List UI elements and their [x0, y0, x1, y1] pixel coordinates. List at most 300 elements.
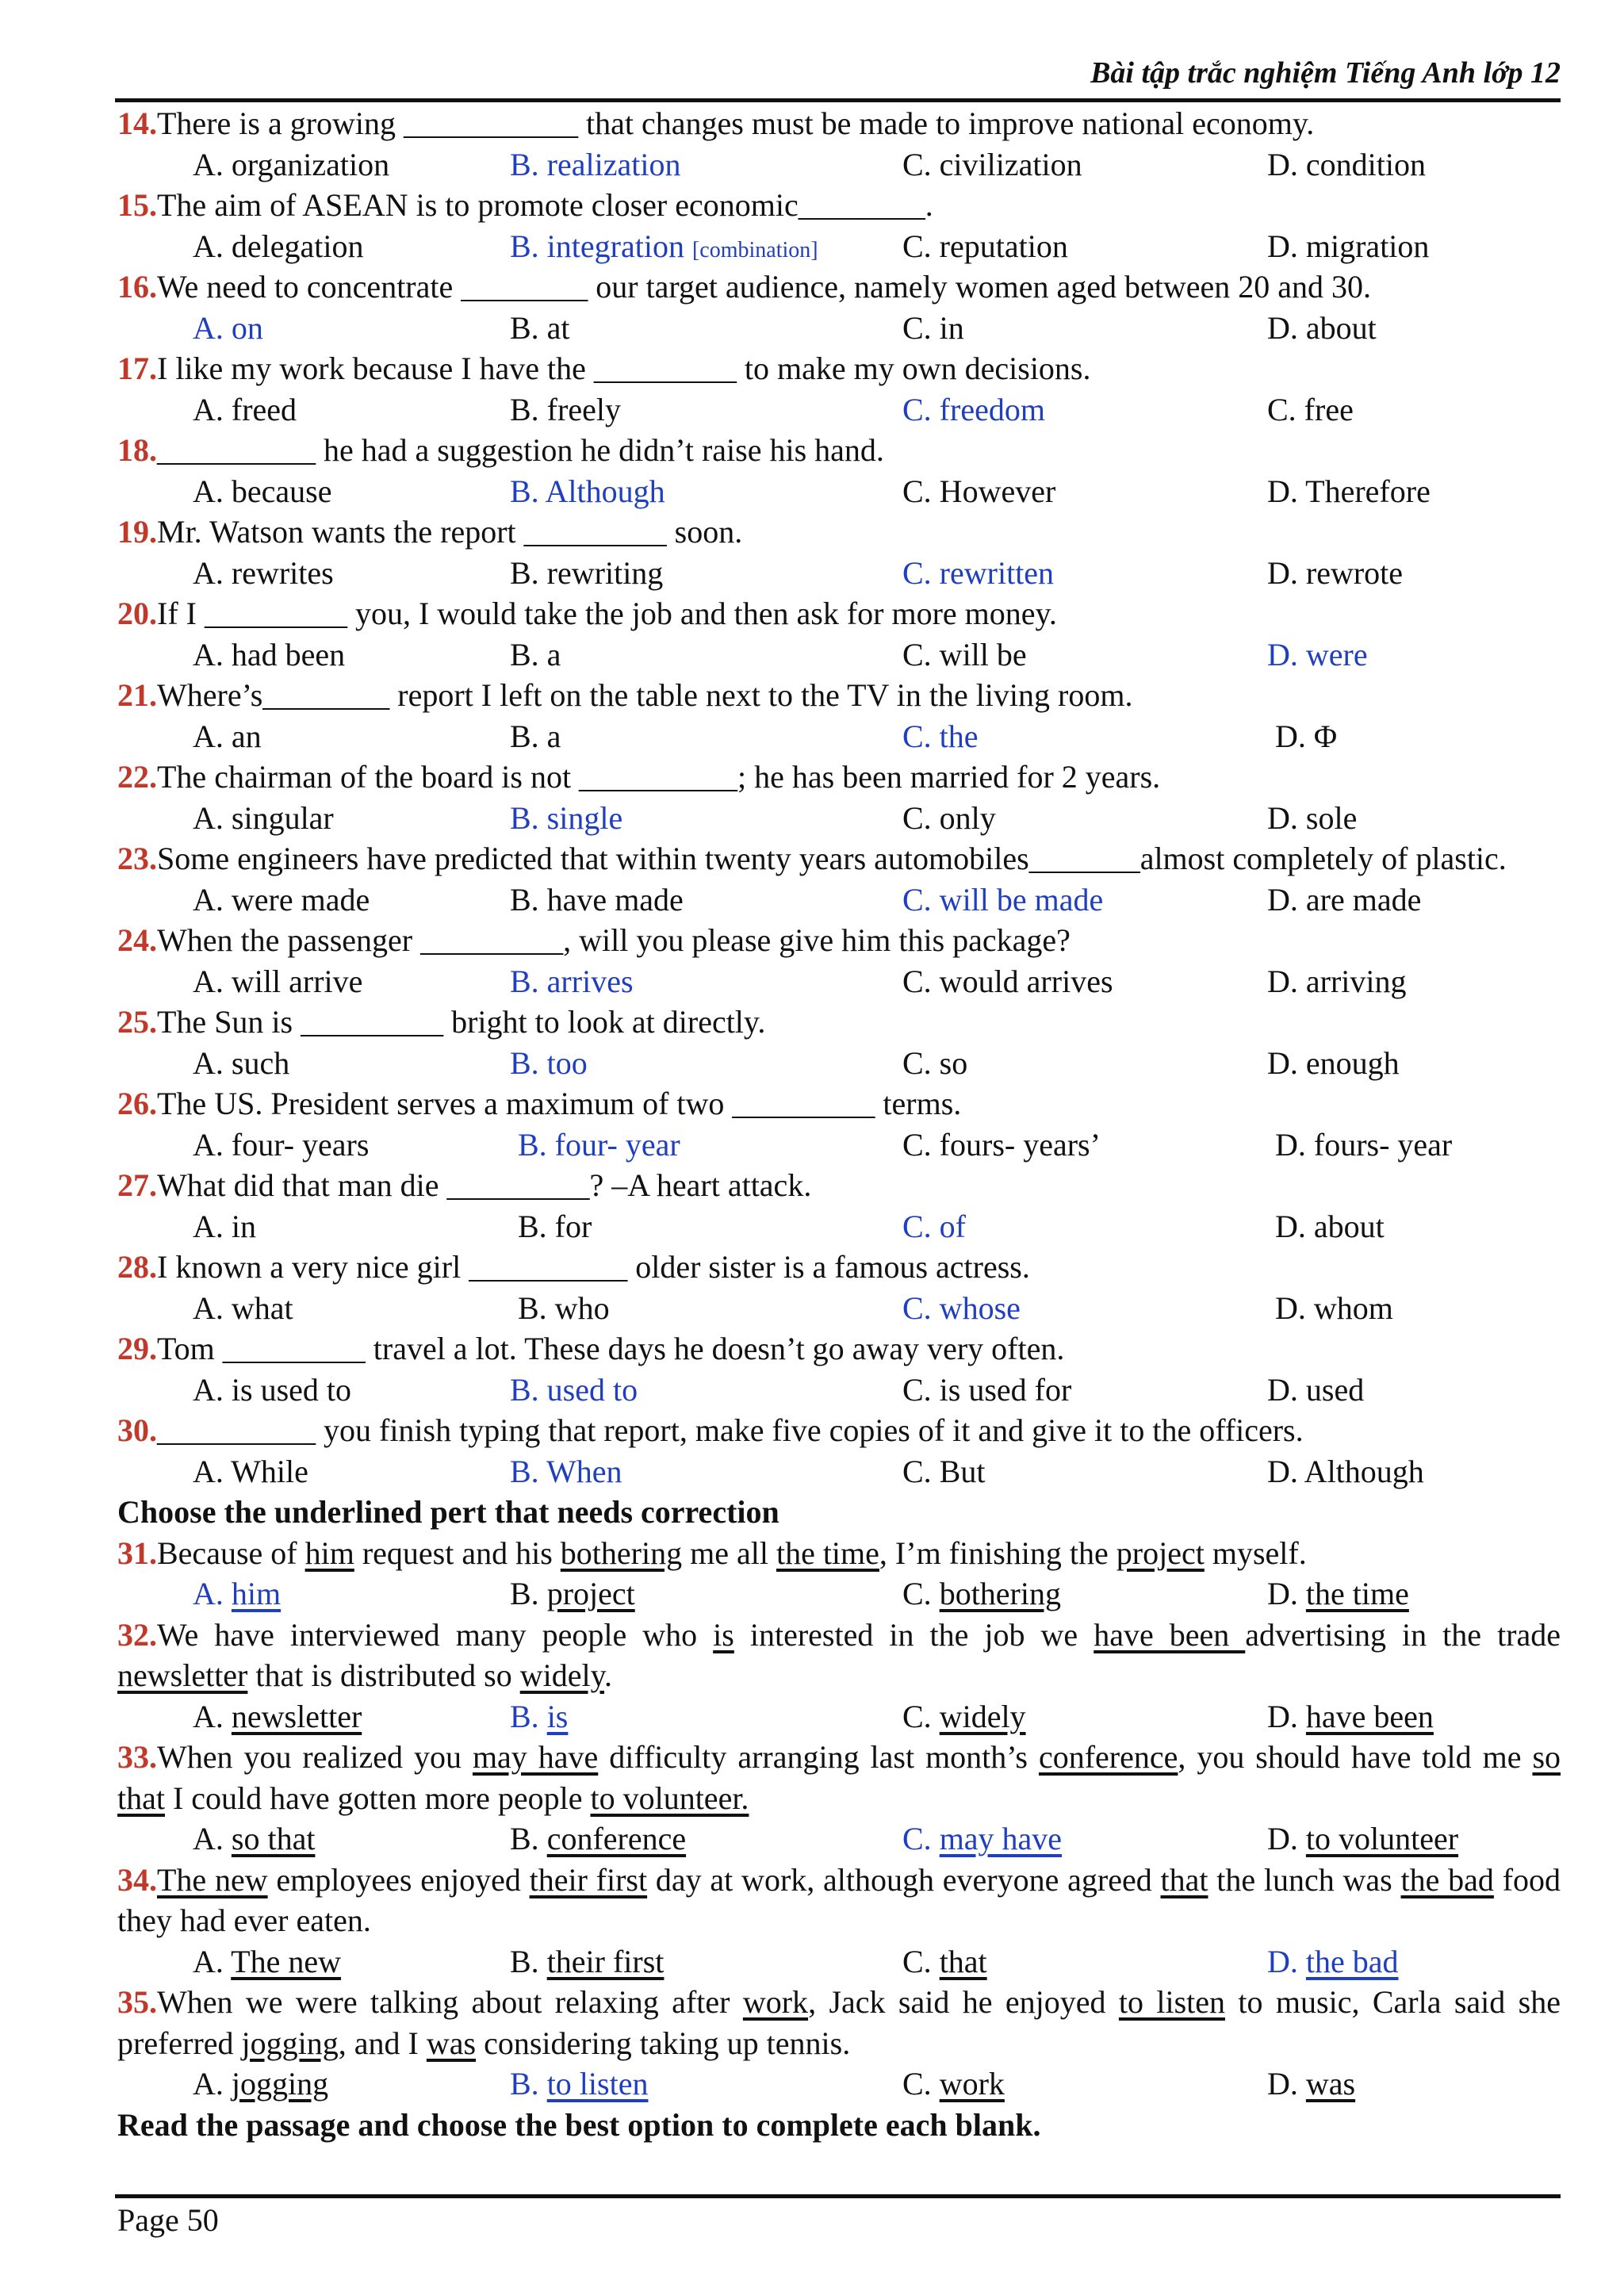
- answer-options: [117, 1696, 1561, 1738]
- answer-option-d[interactable]: [1267, 1696, 1434, 1738]
- answer-option-a[interactable]: [193, 634, 345, 676]
- answer-option-d[interactable]: [1267, 798, 1357, 839]
- question-number: 28.: [117, 1249, 157, 1285]
- option-label: B. realization: [510, 146, 681, 182]
- underlined-part: have been: [1094, 1616, 1246, 1653]
- answer-option-d[interactable]: [1267, 879, 1421, 921]
- option-label: C. is used for: [902, 1371, 1072, 1408]
- answer-option-b[interactable]: [510, 471, 665, 512]
- question-stem: [117, 1083, 1561, 1125]
- option-label: C. so: [902, 1044, 968, 1081]
- question-text: advertising in the trade: [1245, 1616, 1561, 1653]
- question-text: I like my work because I have the _________ to make my own decisions.: [157, 351, 1091, 386]
- question-text: interested in the job we: [733, 1616, 1094, 1653]
- answer-options: [117, 879, 1561, 921]
- option-label: A. singular: [193, 799, 334, 836]
- question-text: When we were talking about relaxing after: [157, 1984, 743, 2020]
- answer-option-b[interactable]: [510, 879, 684, 921]
- question-text: We need to concentrate ________ our target audience, namely women aged between 20 and 30.: [157, 269, 1372, 305]
- option-label: A. rewrites: [193, 554, 334, 591]
- option-label: B.: [510, 1576, 547, 1611]
- option-label: A. four- years: [193, 1126, 370, 1163]
- answer-option-b[interactable]: [510, 961, 634, 1002]
- option-underlined-word: is: [546, 1698, 569, 1734]
- underlined-part: conference: [1038, 1739, 1178, 1775]
- answer-option-c[interactable]: [902, 716, 979, 757]
- question-text: Tom _________ travel a lot. These days he doesn’t go away very often.: [157, 1331, 1065, 1366]
- answer-option-d[interactable]: [1267, 389, 1354, 431]
- option-label: B. integration: [510, 228, 684, 264]
- question-text: food they had ever eaten.: [117, 1861, 1561, 1938]
- question-stem: [117, 593, 1561, 634]
- answer-option-c[interactable]: [902, 1941, 987, 1983]
- question-stem: [117, 185, 1561, 226]
- answer-option-d[interactable]: [1267, 2063, 1355, 2105]
- option-underlined-word: newsletter: [231, 1698, 362, 1734]
- option-label: C. free: [1267, 391, 1354, 427]
- underlined-part: him: [304, 1534, 354, 1571]
- answer-option-a[interactable]: [193, 389, 297, 431]
- answer-option-b[interactable]: [510, 389, 621, 431]
- answer-option-b[interactable]: [510, 716, 561, 757]
- answer-option-b[interactable]: [510, 1818, 686, 1860]
- option-label: C. of: [902, 1208, 966, 1244]
- underlined-part: widely: [519, 1657, 604, 1693]
- answer-options: [117, 553, 1561, 594]
- answer-options: [117, 2063, 1561, 2105]
- question-number: 33.: [117, 1739, 157, 1775]
- answer-option-d[interactable]: [1267, 553, 1403, 594]
- answer-option-c[interactable]: [902, 1696, 1026, 1738]
- section-heading-correction: Choose the underlined pert that needs correction: [117, 1494, 779, 1530]
- answer-option-b[interactable]: [510, 1451, 622, 1492]
- answer-option-c[interactable]: [902, 879, 1103, 921]
- question-stem: [117, 103, 1561, 144]
- underlined-part: to volunteer.: [590, 1780, 749, 1816]
- question-text: When the passenger _________, will you please give him this package?: [157, 922, 1071, 958]
- answer-option-c[interactable]: [902, 1451, 985, 1492]
- answer-options: [117, 1043, 1561, 1084]
- underlined-part: may have: [472, 1739, 599, 1775]
- underlined-part: is: [713, 1616, 734, 1653]
- option-label: D. were: [1267, 636, 1368, 672]
- option-label: A. what: [193, 1289, 293, 1326]
- option-label: D. are made: [1267, 881, 1422, 918]
- option-underlined-word: project: [546, 1576, 635, 1611]
- answer-option-b[interactable]: [510, 1941, 664, 1983]
- answer-option-b[interactable]: [510, 2063, 648, 2105]
- answer-option-b[interactable]: [510, 1696, 568, 1738]
- option-label: D. condition: [1267, 146, 1426, 182]
- answer-option-c[interactable]: [902, 961, 1113, 1002]
- option-label: C.: [902, 1576, 940, 1611]
- question-number: 21.: [117, 677, 157, 713]
- answer-options: [117, 226, 1561, 267]
- question-text: Mr. Watson wants the report _________ soon.: [157, 514, 743, 550]
- option-label: A.: [193, 1943, 232, 1979]
- answer-option-a[interactable]: [193, 553, 334, 594]
- answer-option-b[interactable]: [510, 634, 561, 676]
- question-text: the lunch was: [1208, 1861, 1401, 1898]
- question-text: There is a growing ___________ that changes must be made to improve national economy.: [157, 105, 1315, 141]
- page-number: Page 50: [117, 2202, 219, 2238]
- underlined-part: their first: [529, 1861, 648, 1898]
- option-label: D. whom: [1275, 1289, 1393, 1326]
- answer-option-c[interactable]: [902, 1573, 1061, 1615]
- answer-option-c[interactable]: [902, 1125, 1101, 1166]
- question-number: 30.: [117, 1412, 157, 1448]
- option-label: A. an: [193, 718, 262, 754]
- answer-options: [117, 1573, 1561, 1615]
- option-underlined-word: bothering: [939, 1576, 1061, 1611]
- underlined-part: jogging: [241, 2025, 339, 2061]
- question-text: If I _________ you, I would take the job and then ask for more money.: [157, 596, 1057, 631]
- option-label: B. When: [510, 1453, 622, 1489]
- option-label: D. enough: [1267, 1044, 1400, 1081]
- answer-options: [117, 1206, 1561, 1247]
- question-number: 32.: [117, 1616, 157, 1653]
- answer-option-c[interactable]: [902, 471, 1055, 512]
- option-underlined-word: jogging: [231, 2066, 329, 2102]
- question-stem: [117, 430, 1561, 471]
- option-label: B. have made: [510, 881, 684, 918]
- answer-option-d[interactable]: [1267, 144, 1426, 186]
- option-underlined-word: the time: [1305, 1576, 1409, 1611]
- underlined-part: bothering: [560, 1534, 683, 1571]
- underlined-part: that: [1160, 1861, 1208, 1898]
- answer-options: [117, 471, 1561, 512]
- underlined-part: to listen: [1118, 1984, 1226, 2020]
- option-label: D. arriving: [1267, 963, 1407, 999]
- answer-option-a[interactable]: [193, 2063, 328, 2105]
- answer-options: [117, 1941, 1561, 1983]
- option-label: C. fours- years’: [902, 1126, 1101, 1163]
- option-label: C. would arrives: [902, 963, 1113, 999]
- question-number: 18.: [117, 432, 157, 468]
- option-label: B. used to: [510, 1371, 638, 1408]
- answer-option-a[interactable]: [193, 1043, 289, 1084]
- option-label: C.: [902, 1821, 940, 1856]
- question-text: , I’m finishing the: [879, 1534, 1116, 1571]
- question-text: When you realized you: [157, 1739, 473, 1775]
- option-underlined-word: their first: [546, 1943, 665, 1979]
- question-text: I known a very nice girl __________ older sister is a famous actress.: [157, 1249, 1030, 1285]
- question-text: employees enjoyed: [267, 1861, 530, 1898]
- answer-option-d[interactable]: [1275, 1125, 1452, 1166]
- answer-option-a[interactable]: [193, 471, 331, 512]
- answer-options: [117, 961, 1561, 1002]
- question-stem: [117, 348, 1561, 389]
- option-underlined-word: him: [231, 1576, 282, 1611]
- option-label: C. whose: [902, 1289, 1021, 1326]
- answer-option-d[interactable]: [1267, 1573, 1409, 1615]
- answer-option-c[interactable]: [902, 553, 1054, 594]
- answer-option-a[interactable]: [193, 1125, 369, 1166]
- answer-options: [117, 144, 1561, 186]
- answer-options: [117, 389, 1561, 431]
- answer-option-b[interactable]: [518, 1206, 592, 1247]
- question-number: 16.: [117, 269, 157, 305]
- question-stem: [117, 266, 1561, 308]
- question-text: __________ he had a suggestion he didn’t raise his hand.: [157, 432, 884, 468]
- answer-option-d[interactable]: [1267, 634, 1368, 676]
- header-rule: [115, 98, 1561, 102]
- option-label: C. only: [902, 799, 996, 836]
- answer-option-c[interactable]: [902, 1370, 1071, 1411]
- question-text: We have interviewed many people who: [157, 1616, 714, 1653]
- option-label: A. because: [193, 473, 332, 509]
- question-number: 26.: [117, 1086, 157, 1121]
- option-underlined-word: that: [939, 1943, 987, 1979]
- option-underlined-word: have been: [1305, 1698, 1434, 1734]
- option-underlined-word: may have: [939, 1821, 1063, 1856]
- question-stem: [117, 511, 1561, 553]
- option-label: B.: [510, 2066, 547, 2102]
- answer-option-a[interactable]: [193, 961, 362, 1002]
- question-number: 34.: [117, 1861, 157, 1898]
- option-label: B. freely: [510, 391, 621, 427]
- answer-option-a[interactable]: [193, 1941, 341, 1983]
- option-label: B.: [510, 1943, 547, 1979]
- answer-options: [117, 1818, 1561, 1860]
- option-label: D.: [1267, 1576, 1306, 1611]
- underlined-part: the time: [776, 1534, 879, 1571]
- answer-options: [117, 716, 1561, 757]
- option-label: C. civilization: [902, 146, 1082, 182]
- answer-option-b[interactable]: [510, 1043, 588, 1084]
- option-underlined-word: The new: [231, 1943, 341, 1979]
- answer-options: [117, 1125, 1561, 1166]
- option-underlined-word: was: [1305, 2066, 1356, 2102]
- answer-option-b[interactable]: [510, 308, 570, 349]
- question-stem: [117, 1737, 1561, 1818]
- answer-option-a[interactable]: [193, 1370, 351, 1411]
- answer-option-a[interactable]: [193, 879, 370, 921]
- answer-option-b[interactable]: [510, 144, 680, 186]
- answer-option-d[interactable]: [1267, 961, 1407, 1002]
- option-label: B. for: [518, 1208, 592, 1244]
- answer-option-d[interactable]: [1267, 226, 1429, 267]
- option-label: B.: [510, 1698, 547, 1734]
- answer-option-c[interactable]: [902, 798, 996, 839]
- underlined-part: the bad: [1400, 1861, 1494, 1898]
- question-number: 19.: [117, 514, 157, 550]
- option-label: A. is used to: [193, 1371, 351, 1408]
- answer-option-a[interactable]: [193, 1573, 281, 1615]
- option-label: A.: [193, 2066, 232, 2102]
- option-label: D. sole: [1267, 799, 1358, 836]
- answer-option-c[interactable]: [902, 308, 964, 349]
- option-label: C. freedom: [902, 391, 1045, 427]
- option-label: D. used: [1267, 1371, 1365, 1408]
- answer-option-b[interactable]: [510, 798, 622, 839]
- option-label: D. Φ: [1275, 718, 1338, 754]
- answer-option-d[interactable]: [1267, 1451, 1424, 1492]
- question-text: __________ you finish typing that report, make five copies of it and give it to the officers.: [157, 1412, 1304, 1448]
- option-label: C.: [902, 2066, 940, 2102]
- option-label: B. single: [510, 799, 623, 836]
- option-label: C.: [902, 1943, 940, 1979]
- question-number: 24.: [117, 922, 157, 958]
- question-text: that is distributed so: [247, 1657, 520, 1693]
- option-label: B. too: [510, 1044, 588, 1081]
- answer-option-d[interactable]: [1267, 308, 1377, 349]
- option-label: C. However: [902, 473, 1056, 509]
- answer-option-a[interactable]: [193, 1206, 256, 1247]
- question-number: 35.: [117, 1984, 157, 2020]
- answer-option-d[interactable]: [1267, 1370, 1364, 1411]
- underlined-part: was: [426, 2025, 477, 2061]
- answer-option-d[interactable]: [1275, 1206, 1385, 1247]
- question-group-correction: [117, 1533, 1561, 2105]
- option-label: B. arrives: [510, 963, 634, 999]
- answer-options: [117, 1451, 1561, 1492]
- option-label: D.: [1267, 1821, 1306, 1856]
- option-label: B. rewriting: [510, 554, 664, 591]
- underlined-part: project: [1116, 1534, 1205, 1571]
- question-text: The Sun is _________ bright to look at directly.: [157, 1004, 766, 1040]
- question-text: to music, Carla said she preferred: [117, 1984, 1561, 2061]
- option-label: A. While: [193, 1453, 308, 1489]
- answer-option-b[interactable]: [510, 1573, 635, 1615]
- option-label: B. a: [510, 718, 561, 754]
- question-stem: [117, 1533, 1561, 1574]
- question-text: , and I: [338, 2025, 427, 2061]
- answer-option-c[interactable]: [902, 389, 1045, 431]
- question-stem: [117, 920, 1561, 961]
- question-stem: [117, 1410, 1561, 1451]
- underlined-part: so that: [117, 1739, 1561, 1816]
- answer-option-c[interactable]: [902, 1043, 967, 1084]
- question-number: 23.: [117, 841, 157, 876]
- answer-options: [117, 1370, 1561, 1411]
- answer-option-c[interactable]: [902, 634, 1027, 676]
- option-label: D. rewrote: [1267, 554, 1404, 591]
- answer-option-a[interactable]: [193, 1696, 362, 1738]
- option-label: B. a: [510, 636, 561, 672]
- question-number: 25.: [117, 1004, 157, 1040]
- answer-option-c[interactable]: [902, 1206, 966, 1247]
- question-number: 20.: [117, 596, 157, 631]
- question-number: 14.: [117, 105, 157, 141]
- answer-option-d[interactable]: [1267, 1043, 1400, 1084]
- underlined-part: newsletter: [117, 1657, 248, 1693]
- answer-option-a[interactable]: [193, 1818, 315, 1860]
- question-number: 29.: [117, 1331, 157, 1366]
- option-label: A. in: [193, 1208, 256, 1244]
- option-label: C. will be: [902, 636, 1027, 672]
- answer-option-b[interactable]: [518, 1125, 680, 1166]
- answer-option-d[interactable]: [1267, 1941, 1399, 1983]
- answer-option-a[interactable]: [193, 226, 364, 267]
- option-label: A. on: [193, 309, 263, 346]
- option-label: C. reputation: [902, 228, 1068, 264]
- underlined-part: work: [742, 1984, 809, 2020]
- option-underlined-word: to volunteer: [1305, 1821, 1459, 1856]
- question-stem: [117, 838, 1561, 879]
- option-underlined-word: the bad: [1305, 1943, 1399, 1979]
- answer-option-c[interactable]: [902, 226, 1068, 267]
- answer-option-c[interactable]: [902, 144, 1082, 186]
- answer-option-d[interactable]: [1275, 716, 1337, 757]
- option-label: A. had been: [193, 636, 346, 672]
- question-stem: [117, 1615, 1561, 1696]
- option-label: A. will arrive: [193, 963, 363, 999]
- question-stem: [117, 1165, 1561, 1206]
- answer-options: [117, 634, 1561, 676]
- page-content: [117, 103, 1561, 2145]
- question-number: 27.: [117, 1167, 157, 1203]
- answer-option-a[interactable]: [193, 144, 389, 186]
- question-text: , Jack said he enjoyed: [808, 1984, 1119, 2020]
- option-label: A.: [193, 1821, 232, 1856]
- question-stem: [117, 1002, 1561, 1043]
- option-label: B. at: [510, 309, 570, 346]
- answer-option-b[interactable]: [510, 553, 663, 594]
- underlined-part: The new: [157, 1861, 268, 1898]
- question-group-choice: [117, 103, 1561, 1492]
- question-number: 15.: [117, 187, 157, 223]
- answer-option-b[interactable]: [518, 1288, 610, 1329]
- question-text: , you should have told me: [1178, 1739, 1533, 1775]
- answer-option-d[interactable]: [1267, 471, 1431, 512]
- question-text: .: [603, 1657, 612, 1693]
- option-note: [combination]: [691, 237, 818, 262]
- question-text: The US. President serves a maximum of two _________ terms.: [157, 1086, 962, 1121]
- option-underlined-word: widely: [939, 1698, 1026, 1734]
- answer-options: [117, 308, 1561, 349]
- option-label: A.: [193, 1698, 232, 1734]
- option-label: A. organization: [193, 146, 390, 182]
- question-number: 22.: [117, 759, 157, 795]
- question-stem: [117, 1982, 1561, 2063]
- question-text: considering taking up tennis.: [476, 2025, 851, 2061]
- answer-option-c[interactable]: [902, 2063, 1005, 2105]
- question-text: Some engineers have predicted that within twenty years automobiles_______almost completely of plastic.: [157, 841, 1507, 876]
- option-label: C. But: [902, 1453, 986, 1489]
- answer-option-b[interactable]: [510, 1370, 638, 1411]
- option-label: D. migration: [1267, 228, 1430, 264]
- option-label: D. Although: [1267, 1453, 1424, 1489]
- option-label: B. four- year: [518, 1126, 680, 1163]
- option-label: A. freed: [193, 391, 297, 427]
- question-text: The chairman of the board is not __________; he has been married for 2 years.: [157, 759, 1161, 795]
- answer-option-a[interactable]: [193, 308, 263, 349]
- answer-option-d[interactable]: [1275, 1288, 1393, 1329]
- answer-option-a[interactable]: [193, 1288, 293, 1329]
- option-label: D.: [1267, 1698, 1306, 1734]
- answer-option-a[interactable]: [193, 1451, 308, 1492]
- question-text: Because of: [157, 1534, 305, 1571]
- option-label: C. will be made: [902, 881, 1104, 918]
- answer-option-c[interactable]: [902, 1288, 1021, 1329]
- option-label: D. Therefore: [1267, 473, 1431, 509]
- answer-options: [117, 1288, 1561, 1329]
- answer-option-a[interactable]: [193, 716, 262, 757]
- option-underlined-word: work: [939, 2066, 1005, 2102]
- answer-option-a[interactable]: [193, 798, 334, 839]
- question-stem: [117, 675, 1561, 716]
- answer-option-d[interactable]: [1267, 1818, 1458, 1860]
- option-label: A. delegation: [193, 228, 364, 264]
- option-label: B. Although: [510, 473, 665, 509]
- option-label: D. about: [1267, 309, 1377, 346]
- question-text: day at work, although everyone agreed: [647, 1861, 1161, 1898]
- option-label: B.: [510, 1821, 547, 1856]
- answer-option-c[interactable]: [902, 1818, 1062, 1860]
- answer-option-b[interactable]: [510, 226, 818, 271]
- question-number: 31.: [117, 1534, 157, 1571]
